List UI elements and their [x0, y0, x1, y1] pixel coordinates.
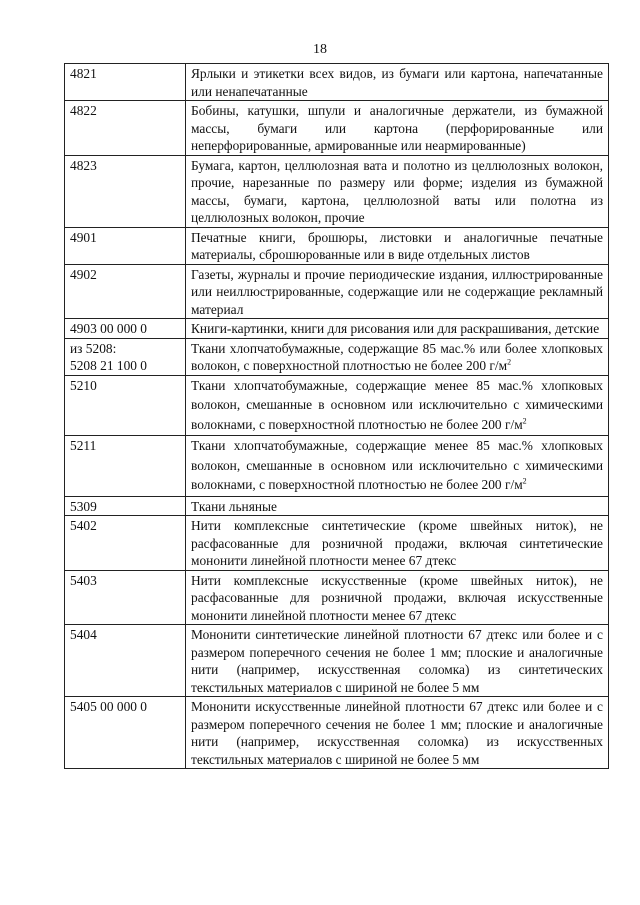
description-cell: Нити комплексные синтетические (кроме швейных ниток), не расфасованные для розничной продажи, включая синтетические мононити линейной плотности менее 67 дтекс: [186, 516, 609, 571]
description-cell: Газеты, журналы и прочие периодические издания, иллюстрированные или неиллюстрированные, содержащие или не содержащие рекламный материал: [186, 264, 609, 319]
table-row: [65, 436, 609, 497]
description-cell: Мононити синтетические линейной плотности 67 дтекс или более и с размером поперечного сечения не более 1 мм; плоские и аналогичные нити (например, искусственная соломка) из синтетических текстильных материалов с шириной не более 5 мм: [186, 625, 609, 697]
table-row: [65, 375, 609, 436]
code-cell: 4821: [65, 64, 186, 101]
description-cell: [186, 375, 609, 436]
table-row: [65, 227, 609, 264]
unit-superscript: 2: [522, 476, 527, 486]
description-cell: Бумага, картон, целлюлозная вата и полотно из целлюлозных волокон, прочие, нарезанные по размеру или форме; изделия из бумажной массы, бумаги, картона, целлюлозной ваты или полотна из целлюлозных волокон, прочие: [186, 155, 609, 227]
code-cell: 4823: [65, 155, 186, 227]
table-row: [65, 570, 609, 625]
description-cell: Печатные книги, брошюры, листовки и аналогичные печатные материалы, сброшюрованные или в виде отдельных листов: [186, 227, 609, 264]
page-number: 18: [313, 42, 327, 57]
unit-superscript: 2: [507, 357, 512, 367]
code-cell: 4902: [65, 264, 186, 319]
table-row: [65, 625, 609, 697]
code-cell: 5309: [65, 496, 186, 516]
code-cell: 5402: [65, 516, 186, 571]
description-cell: Ярлыки и этикетки всех видов, из бумаги или картона, напечатанные или ненапечатанные: [186, 64, 609, 101]
description-text: Ткани хлопчатобумажные, содержащие 85 мас.% или более хлопковых волокон, с поверхностной плотностью не более 200 г/м: [191, 340, 603, 373]
table-row: [65, 319, 609, 339]
description-cell: [186, 338, 609, 375]
table-row: [65, 64, 609, 101]
table-row: [65, 516, 609, 571]
description-cell: Бобины, катушки, шпули и аналогичные держатели, из бумажной массы, бумаги или картона (перфорированные или неперфорированные, армированные или неармированные): [186, 101, 609, 156]
code-cell: 4822: [65, 101, 186, 156]
description-cell: Книги-картинки, книги для рисования или для раскрашивания, детские: [186, 319, 609, 339]
description-cell: Нити комплексные искусственные (кроме швейных ниток), не расфасованные для розничной продажи, включая искусственные мононити линейной плотности менее 67 дтекс: [186, 570, 609, 625]
description-cell: Мононити искусственные линейной плотности 67 дтекс или более и с размером поперечного сечения не более 1 мм; плоские и аналогичные нити (например, искусственная соломка) из искусственных текстильных материалов с шириной не более 5 мм: [186, 697, 609, 769]
code-cell: 4903 00 000 0: [65, 319, 186, 339]
code-cell: 5404: [65, 625, 186, 697]
description-cell: Ткани льняные: [186, 496, 609, 516]
table-row: [65, 155, 609, 227]
code-cell: 5403: [65, 570, 186, 625]
unit-superscript: 2: [522, 416, 527, 426]
table-row: [65, 101, 609, 156]
description-text: Ткани хлопчатобумажные, содержащие менее 85 мас.% хлопковых волокон, смешанные в основном или исключительно с химическими волокнами, с поверхностной плотностью не более 200 г/м: [191, 438, 603, 492]
table-row: [65, 338, 609, 375]
table-row: [65, 264, 609, 319]
table-row: [65, 697, 609, 769]
code-cell: из 5208: 5208 21 100 0: [65, 338, 186, 375]
code-cell: 5210: [65, 375, 186, 436]
description-text: Ткани хлопчатобумажные, содержащие менее 85 мас.% хлопковых волокон, смешанные в основном или исключительно с химическими волокнами, с поверхностной плотностью не более 200 г/м: [191, 377, 603, 432]
description-cell: [186, 436, 609, 497]
code-cell: 4901: [65, 227, 186, 264]
table-row: [65, 496, 609, 516]
code-cell: 5405 00 000 0: [65, 697, 186, 769]
goods-code-table: [64, 63, 609, 769]
code-cell: 5211: [65, 436, 186, 497]
